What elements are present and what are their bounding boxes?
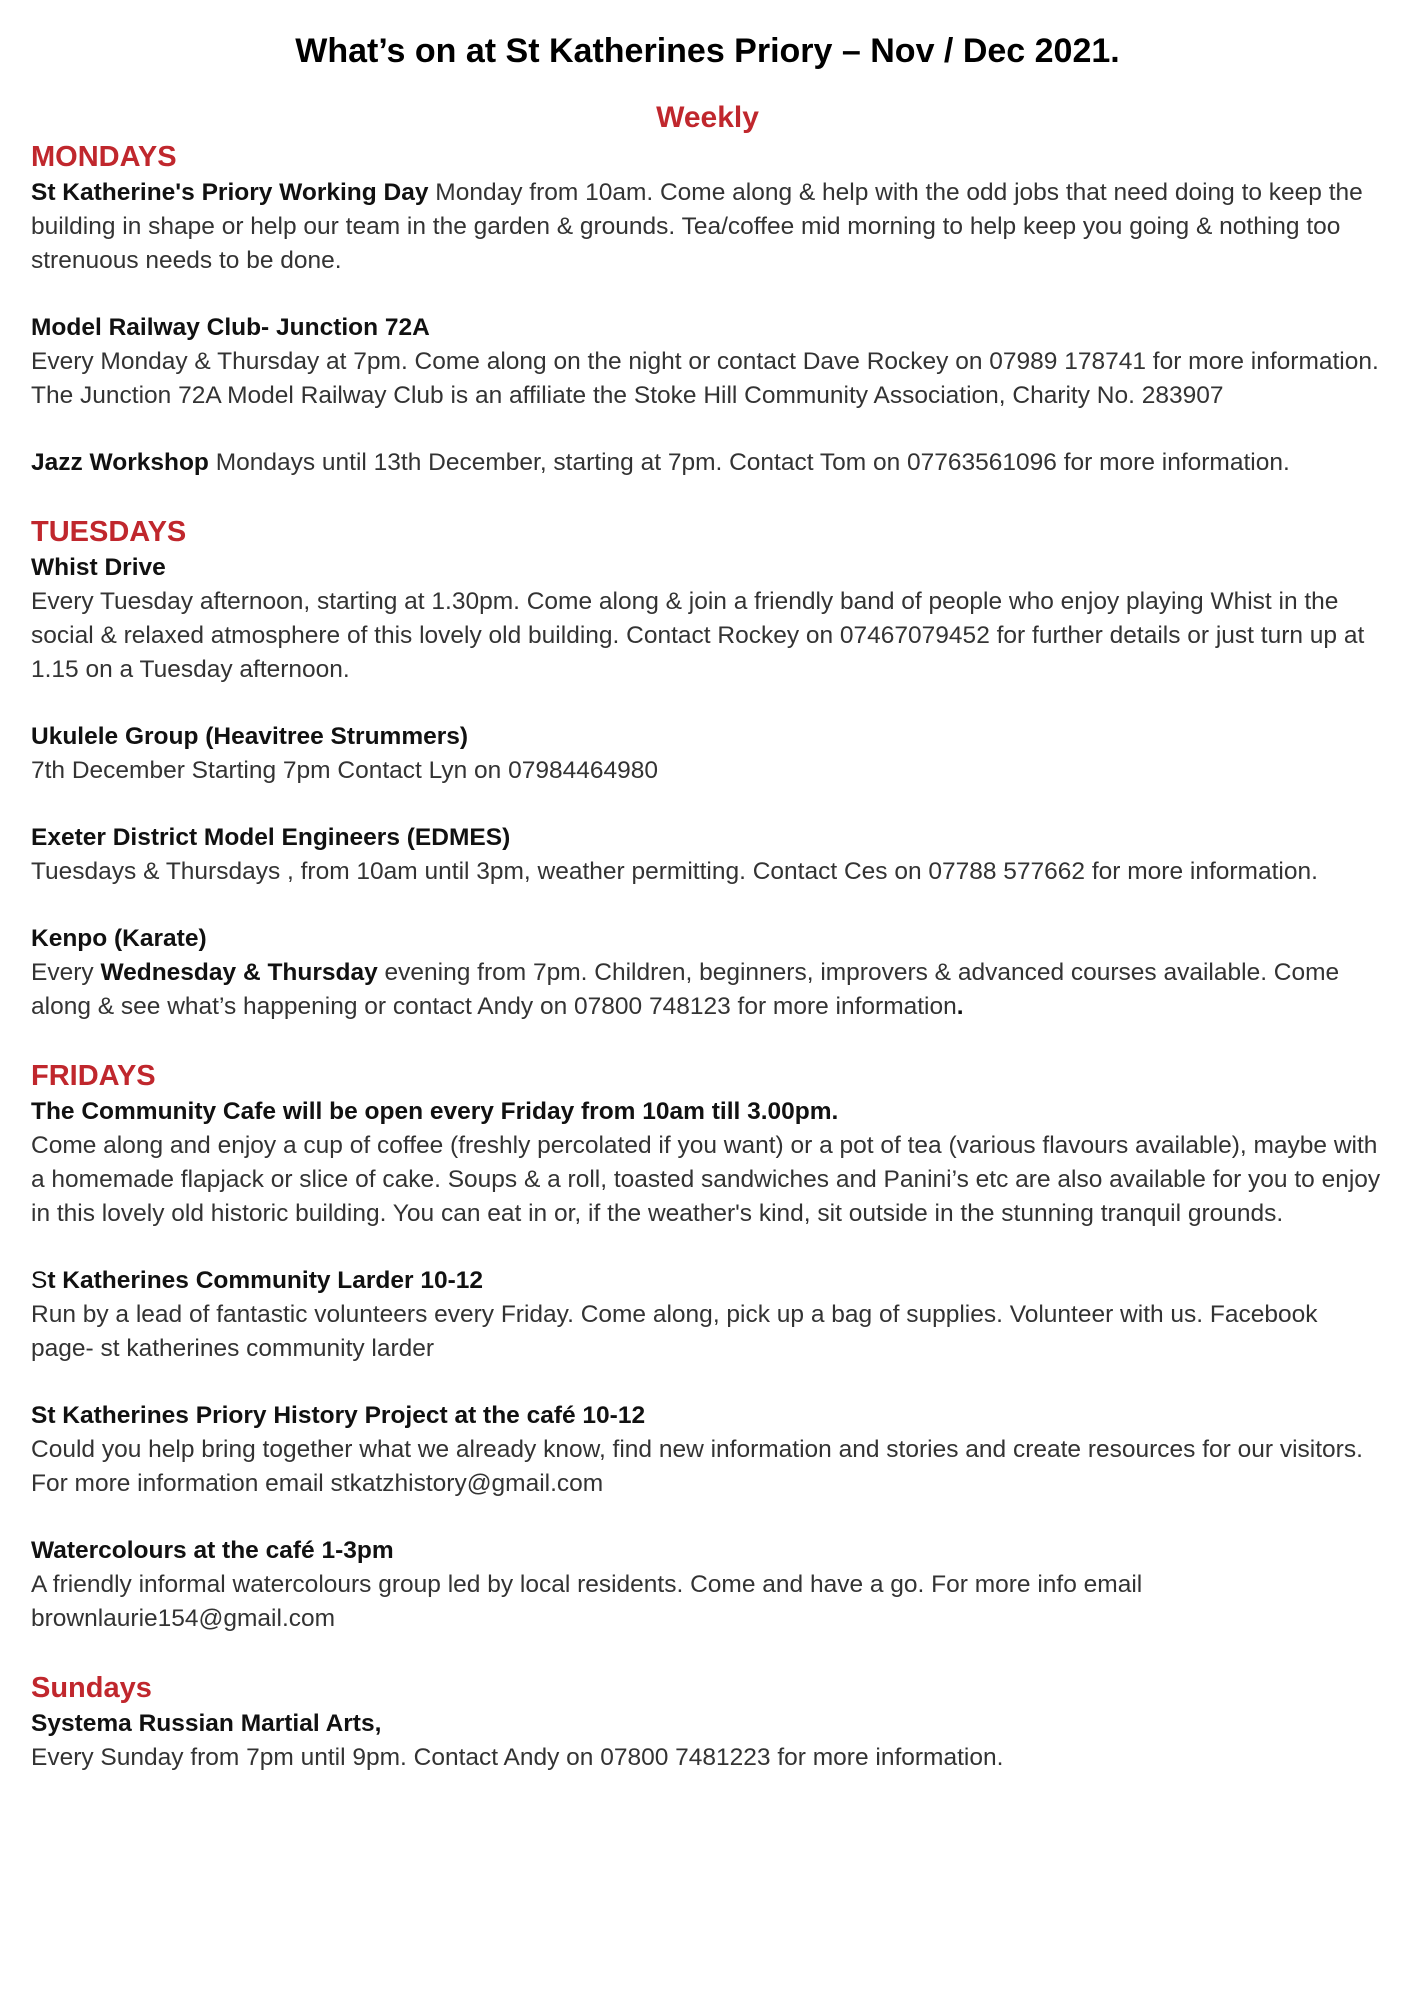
edmes-title: Exeter District Model Engineers (EDMES) — [31, 824, 511, 851]
tuesdays-heading: TUESDAYS — [31, 516, 187, 548]
mondays-heading: MONDAYS — [31, 141, 177, 173]
fridays-section — [31, 1057, 1384, 1636]
kenpo-entry — [31, 922, 1384, 1024]
larder-title-rest: t Katherines Community Larder 10-12 — [47, 1267, 484, 1294]
ukulele-title: Ukulele Group (Heavitree Strummers) — [31, 723, 469, 750]
kenpo-body — [31, 956, 1384, 1024]
working-day-entry — [31, 176, 1384, 278]
history-body: Could you help bring together what we already know, find new information and stories and create resources for our visitors. For more information email stkatzhistory@gmail.com — [31, 1436, 1363, 1497]
kenpo-body-end: . — [956, 993, 964, 1020]
jazz-text — [31, 446, 1384, 480]
ukulele-body: 7th December Starting 7pm Contact Lyn on 07984464980 — [31, 757, 658, 784]
page-title: What’s on at St Katherines Priory – Nov / Dec 2021. — [295, 32, 1120, 70]
watercolours-entry — [31, 1534, 1384, 1636]
history-title: St Katherines Priory History Project at the café 10-12 — [31, 1402, 646, 1429]
systema-body: Every Sunday from 7pm until 9pm. Contact Andy on 07800 7481223 for more information. — [31, 1744, 1004, 1771]
edmes-entry — [31, 821, 1384, 889]
mondays-section — [31, 138, 1384, 480]
kenpo-body-days: Wednesday & Thursday — [100, 959, 378, 986]
jazz-title: Jazz Workshop — [31, 449, 209, 476]
jazz-entry — [31, 446, 1384, 480]
cafe-entry — [31, 1095, 1384, 1231]
working-day-text — [31, 176, 1384, 278]
cafe-body: Come along and enjoy a cup of coffee (freshly percolated if you want) or a pot of tea (various flavours available), maybe with a homemade flapjack or slice of cake. Soups & a roll, toasted sandwiches and Panini’s etc are also available for you to enjoy in this lovely old historic building. You can eat in or, if the weather's kind, sit outside in the stunning tranquil grounds. — [31, 1132, 1381, 1227]
edmes-body: Tuesdays & Thursdays , from 10am until 3pm, weather permitting. Contact Ces on 07788 577662 for more information. — [31, 858, 1318, 885]
jazz-body: Mondays until 13th December, starting at 7pm. Contact Tom on 07763561096 for more information. — [208, 449, 1290, 476]
whist-entry — [31, 551, 1384, 687]
tuesdays-section — [31, 513, 1384, 1024]
fridays-heading: FRIDAYS — [31, 1060, 156, 1092]
systema-title: Systema Russian Martial Arts, — [31, 1710, 382, 1737]
weekly-heading: Weekly — [656, 101, 759, 134]
model-railway-entry — [31, 311, 1384, 413]
sundays-heading: Sundays — [31, 1672, 152, 1704]
whist-body: Every Tuesday afternoon, starting at 1.30pm. Come along & join a friendly band of people who enjoy playing Whist in the social & relaxed atmosphere of this lovely old building. Contact Rockey on 07467079452 for further details or just turn up at 1.15 on a Tuesday afternoon. — [31, 588, 1365, 683]
working-day-title: St Katherine's Priory Working Day — [31, 179, 429, 206]
kenpo-body-post: evening from 7pm. Children, beginners, improvers & advanced courses available. Come along & see what’s happening or contact Andy on 07800 748123 for more information — [31, 959, 1340, 1020]
kenpo-title: Kenpo (Karate) — [31, 925, 207, 952]
watercolours-title: Watercolours at the café 1-3pm — [31, 1537, 394, 1564]
kenpo-body-pre: Every — [31, 959, 101, 986]
larder-entry — [31, 1264, 1384, 1366]
working-day-body: Monday from 10am. Come along & help with the odd jobs that need doing to keep the building in shape or help our team in the garden & grounds. Tea/coffee mid morning to help keep you going & nothing too strenuous needs to be done. — [31, 179, 1363, 274]
watercolours-body: A friendly informal watercolours group led by local residents. Come and have a go. For more info email brownlaurie154@gmail.com — [31, 1571, 1143, 1632]
ukulele-entry — [31, 720, 1384, 788]
whist-title: Whist Drive — [31, 554, 166, 581]
systema-entry — [31, 1707, 1384, 1775]
model-railway-title: Model Railway Club- Junction 72A — [31, 314, 430, 341]
larder-title — [31, 1264, 1384, 1298]
history-entry — [31, 1399, 1384, 1501]
sundays-section — [31, 1669, 1384, 1775]
cafe-title: The Community Cafe will be open every Friday from 10am till 3.00pm. — [31, 1098, 839, 1125]
larder-title-first: S — [31, 1267, 48, 1294]
larder-body: Run by a lead of fantastic volunteers every Friday. Come along, pick up a bag of supplies. Volunteer with us. Facebook page- st katherines community larder — [31, 1301, 1318, 1362]
model-railway-body: Every Monday & Thursday at 7pm. Come along on the night or contact Dave Rockey on 07989 178741 for more information. The Junction 72A Model Railway Club is an affiliate the Stoke Hill Community Association, Charity No. 283907 — [31, 348, 1379, 409]
